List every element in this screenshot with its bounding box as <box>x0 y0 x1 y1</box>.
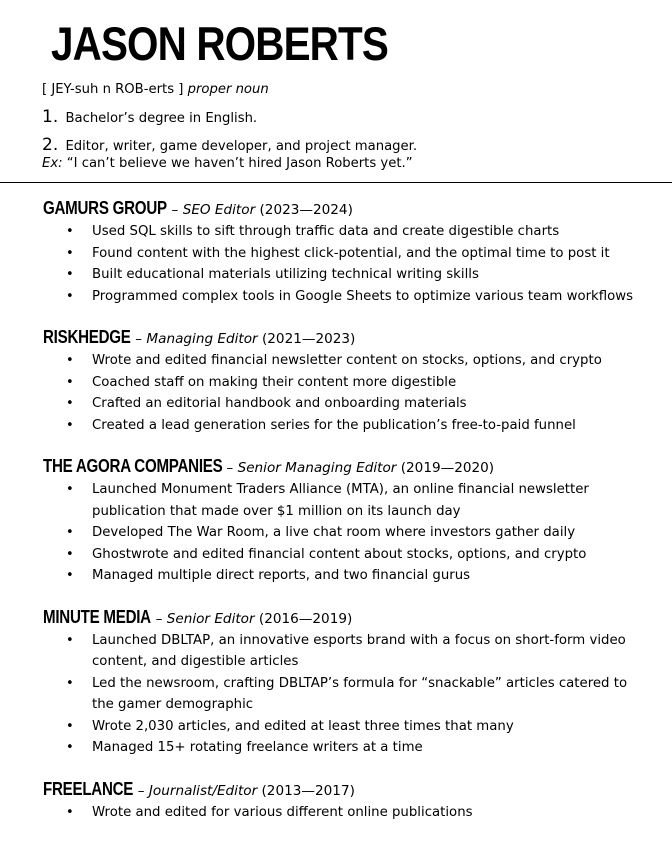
bullet-icon: • <box>66 546 74 562</box>
job-years: (2023—2024) <box>255 202 353 218</box>
job-role: SEO Editor <box>182 202 256 218</box>
bullet-icon: • <box>66 740 74 755</box>
title-separator: – <box>133 782 149 799</box>
bullet-text: Launched Monument Traders Alliance (MTA), an online financial newsletter publication that made over $1 million on its launch day <box>92 482 589 519</box>
bullet-item <box>43 415 643 437</box>
example-label: Ex: <box>42 156 63 171</box>
job-heading <box>43 326 643 350</box>
resume-name: JASON ROBERTS <box>51 17 388 70</box>
job-years: (2021—2023) <box>257 331 356 347</box>
job-role: Senior Managing Editor <box>237 460 397 476</box>
bullet-icon: • <box>66 267 74 282</box>
bullet-text: Developed The War Room, a live chat room where investors gather daily <box>92 525 576 540</box>
bullet-item <box>43 479 643 522</box>
bullet-text: Wrote and edited financial newsletter content on stocks, options, and crypto <box>92 353 602 368</box>
bullet-item <box>43 264 643 286</box>
job-section <box>43 778 643 824</box>
bullet-item <box>43 716 643 738</box>
bullet-icon: • <box>66 417 74 433</box>
bullet-item <box>43 221 643 243</box>
title-separator: – <box>151 610 167 627</box>
bullet-text: Programmed complex tools in Google Sheets to optimize various team workflows <box>92 288 634 304</box>
job-bullets <box>43 479 643 587</box>
company-name: FREELANCE <box>43 778 134 799</box>
job-years: (2013—2017) <box>257 782 355 799</box>
job-heading <box>43 778 643 802</box>
job-section <box>43 326 643 436</box>
bullet-icon: • <box>66 632 74 648</box>
bullet-item <box>43 350 643 372</box>
job-bullets <box>43 802 643 824</box>
job-section <box>43 606 643 759</box>
bullet-text: Crafted an editorial handbook and onboarding materials <box>92 396 467 411</box>
bullet-text: Led the newsroom, crafting DBLTAP’s formula for “snackable” articles catered to the gamer demographic <box>92 675 628 712</box>
bullet-item <box>43 286 643 308</box>
job-bullets <box>43 350 643 436</box>
definition-text: Bachelor’s degree in English. <box>65 111 258 126</box>
job-heading <box>43 455 643 479</box>
job-role: Senior Editor <box>166 610 255 627</box>
bullet-item <box>43 393 643 415</box>
bullet-item <box>43 673 643 716</box>
bullet-item <box>43 737 643 759</box>
bullet-icon: • <box>66 374 74 390</box>
bullet-icon: • <box>66 568 74 583</box>
title-separator: – <box>167 202 183 218</box>
bullet-item <box>43 372 643 394</box>
bullet-item <box>43 565 643 587</box>
bullet-text: Used SQL skills to sift through traffic data and create digestible charts <box>92 224 560 239</box>
job-heading <box>43 197 643 221</box>
bullet-text: Coached staff on making their content more digestible <box>92 374 457 390</box>
bullet-text: Found content with the highest click-potential, and the optimal time to post it <box>92 245 610 261</box>
title-separator: – <box>130 331 147 347</box>
example-text: “I can’t believe we haven’t hired Jason Roberts yet.” <box>66 156 413 171</box>
job-role: Journalist/Editor <box>148 782 258 799</box>
company-name: RISKHEDGE <box>43 327 131 347</box>
bullet-text: Managed multiple direct reports, and two financial gurus <box>92 568 471 583</box>
bullet-item <box>43 522 643 544</box>
bullet-text: Ghostwrote and edited financial content about stocks, options, and crypto <box>92 546 587 562</box>
job-section <box>43 455 643 587</box>
company-name: MINUTE MEDIA <box>43 606 151 627</box>
definition-2 <box>42 135 417 155</box>
title-separator: – <box>222 460 238 476</box>
bullet-icon: • <box>66 224 74 239</box>
bullet-icon: • <box>66 675 74 691</box>
definition-number: 2. <box>42 135 59 155</box>
definition-number: 1. <box>42 107 59 127</box>
job-years: (2019—2020) <box>396 460 495 476</box>
header-divider <box>0 182 672 183</box>
bullet-icon: • <box>66 353 74 368</box>
part-of-speech: proper noun <box>187 82 269 97</box>
bullet-icon: • <box>66 525 74 540</box>
bullet-text: Built educational materials utilizing technical writing skills <box>92 267 479 282</box>
bullet-icon: • <box>66 482 74 497</box>
job-bullets <box>43 221 643 307</box>
bullet-text: Wrote 2,030 articles, and edited at least three times that many <box>92 718 514 734</box>
bullet-icon: • <box>66 718 74 734</box>
bullet-icon: • <box>66 245 74 261</box>
bullet-text: Managed 15+ rotating freelance writers at a time <box>92 740 423 755</box>
definition-1 <box>42 107 257 127</box>
bullet-item <box>43 630 643 673</box>
bullet-text: Created a lead generation series for the publication’s free-to-paid funnel <box>92 417 576 433</box>
bullet-text: Launched DBLTAP, an innovative esports brand with a focus on short-form video content, and digestible articles <box>92 632 626 669</box>
job-role: Managing Editor <box>146 331 258 347</box>
bullet-icon: • <box>66 396 74 411</box>
definition-text: Editor, writer, game developer, and project manager. <box>65 139 418 154</box>
job-section <box>43 197 643 307</box>
example-line <box>42 156 413 172</box>
bullet-item <box>43 544 643 566</box>
company-name: THE AGORA COMPANIES <box>43 456 223 476</box>
company-name: GAMURS GROUP <box>43 198 167 218</box>
pronunciation: [ JEY-suh n ROB-erts ] <box>42 82 184 97</box>
experience-list <box>43 197 643 842</box>
job-heading <box>43 606 643 630</box>
bullet-icon: • <box>66 804 74 820</box>
job-bullets <box>43 630 643 759</box>
bullet-item <box>43 802 643 824</box>
bullet-item <box>43 243 643 265</box>
pronunciation-line <box>42 82 269 98</box>
bullet-text: Wrote and edited for various different online publications <box>92 804 473 820</box>
bullet-icon: • <box>66 288 74 304</box>
job-years: (2016—2019) <box>254 610 353 627</box>
